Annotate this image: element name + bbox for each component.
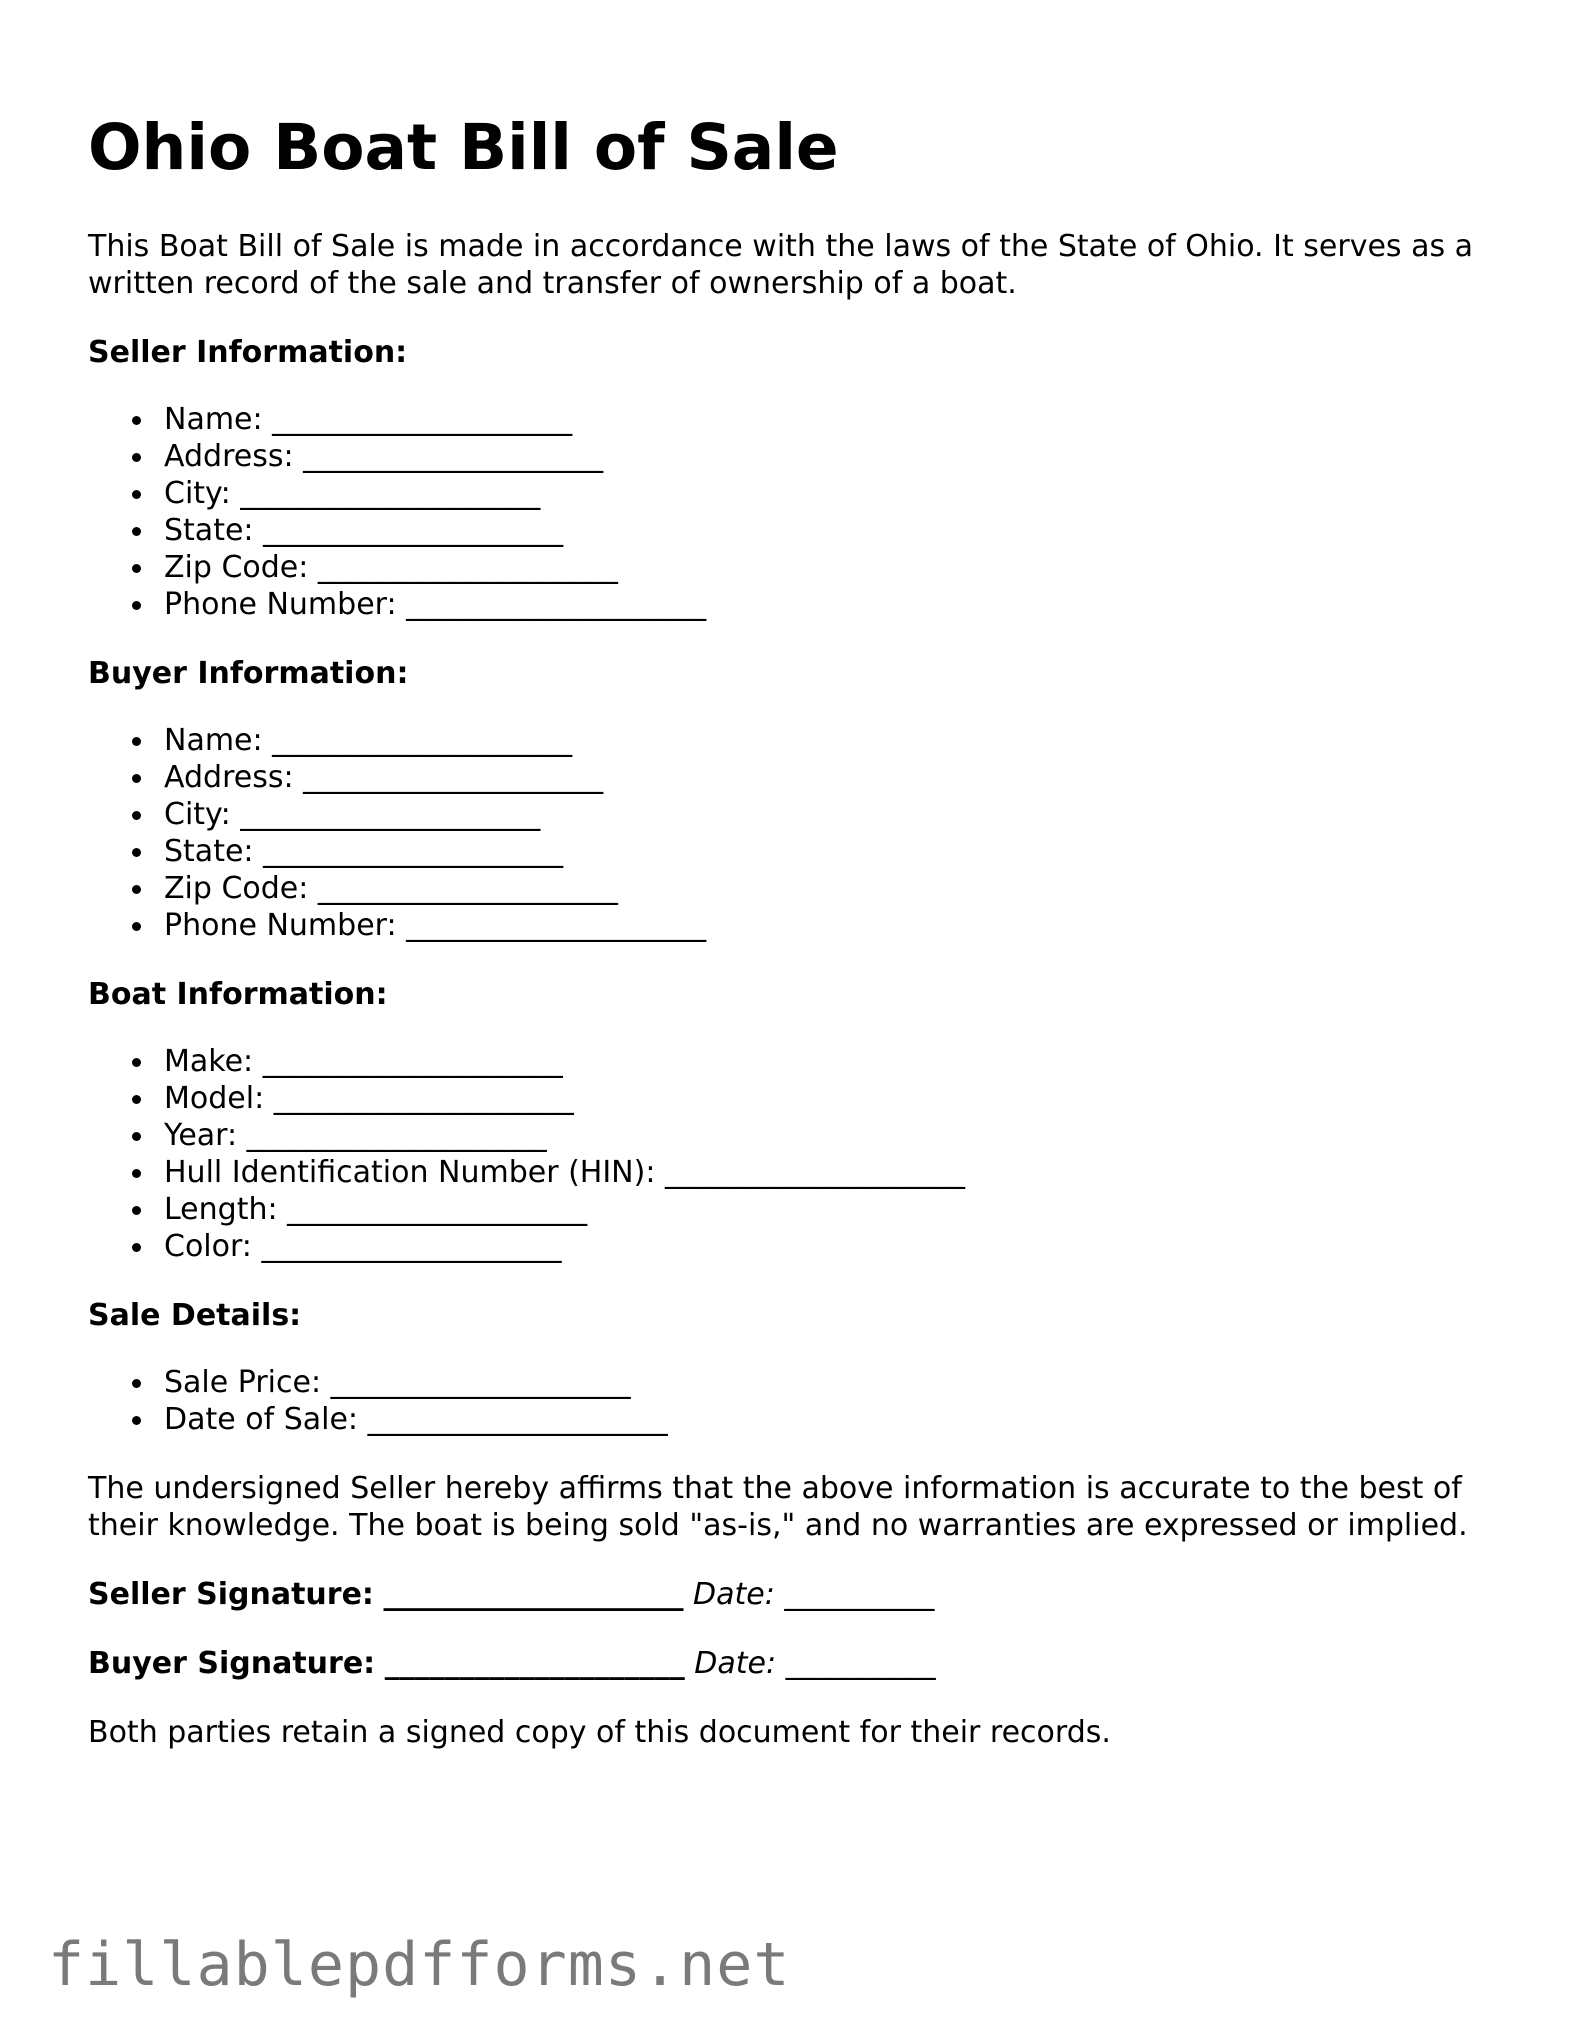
buyer-fields-list <box>88 722 1498 944</box>
boat-hin-field[interactable]: Hull Identification Number (HIN): ____________________ <box>88 1154 1498 1191</box>
document-page <box>88 108 1498 1751</box>
boat-fields-list <box>88 1043 1498 1265</box>
seller-state-field[interactable]: State: ____________________ <box>88 512 1498 549</box>
sale-price-field[interactable]: Sale Price: ____________________ <box>88 1364 1498 1401</box>
buyer-date-blank[interactable]: __________ <box>785 1646 936 1681</box>
seller-date-label: Date: <box>693 1577 775 1612</box>
seller-signature-line[interactable] <box>88 1576 1498 1613</box>
document-title: Ohio Boat Bill of Sale <box>88 111 839 184</box>
seller-name-field[interactable]: Name: ____________________ <box>88 401 1498 438</box>
watermark: fillablepdfforms.net <box>48 1930 791 2000</box>
buyer-city-field[interactable]: City: ____________________ <box>88 796 1498 833</box>
buyer-zip-field[interactable]: Zip Code: ____________________ <box>88 870 1498 907</box>
sale-fields-list <box>88 1364 1498 1438</box>
boat-section-heading: Boat Information: <box>88 977 388 1012</box>
intro-paragraph: This Boat Bill of Sale is made in accordance with the laws of the State of Ohio. It serves as a written record of the sale and transfer of ownership of a boat. <box>88 229 1474 301</box>
seller-section-heading: Seller Information: <box>88 335 408 370</box>
seller-zip-field[interactable]: Zip Code: ____________________ <box>88 549 1498 586</box>
seller-signature-label: Seller Signature: <box>88 1577 374 1612</box>
affirmation-paragraph: The undersigned Seller hereby affirms that the above information is accurate to the best of their knowledge. The boat is being sold "as-is," and no warranties are expressed or implied. <box>88 1471 1468 1543</box>
boat-make-field[interactable]: Make: ____________________ <box>88 1043 1498 1080</box>
boat-color-field[interactable]: Color: ____________________ <box>88 1228 1498 1265</box>
sale-section-heading: Sale Details: <box>88 1298 302 1333</box>
buyer-address-field[interactable]: Address: ____________________ <box>88 759 1498 796</box>
seller-city-field[interactable]: City: ____________________ <box>88 475 1498 512</box>
buyer-phone-field[interactable]: Phone Number: ____________________ <box>88 907 1498 944</box>
seller-phone-field[interactable]: Phone Number: ____________________ <box>88 586 1498 623</box>
seller-date-blank[interactable]: __________ <box>784 1577 935 1612</box>
buyer-date-label: Date: <box>694 1646 777 1681</box>
seller-address-field[interactable]: Address: ____________________ <box>88 438 1498 475</box>
boat-model-field[interactable]: Model: ____________________ <box>88 1080 1498 1117</box>
closing-paragraph: Both parties retain a signed copy of this document for their records. <box>88 1715 1111 1750</box>
buyer-signature-blank[interactable]: ____________________ <box>384 1646 685 1681</box>
seller-signature-blank[interactable]: ____________________ <box>383 1577 684 1612</box>
sale-date-field[interactable]: Date of Sale: ____________________ <box>88 1401 1498 1438</box>
buyer-state-field[interactable]: State: ____________________ <box>88 833 1498 870</box>
seller-fields-list <box>88 401 1498 623</box>
buyer-name-field[interactable]: Name: ____________________ <box>88 722 1498 759</box>
buyer-signature-label: Buyer Signature: <box>88 1646 376 1681</box>
buyer-signature-line[interactable] <box>88 1645 1498 1682</box>
buyer-section-heading: Buyer Information: <box>88 656 409 691</box>
boat-length-field[interactable]: Length: ____________________ <box>88 1191 1498 1228</box>
boat-year-field[interactable]: Year: ____________________ <box>88 1117 1498 1154</box>
